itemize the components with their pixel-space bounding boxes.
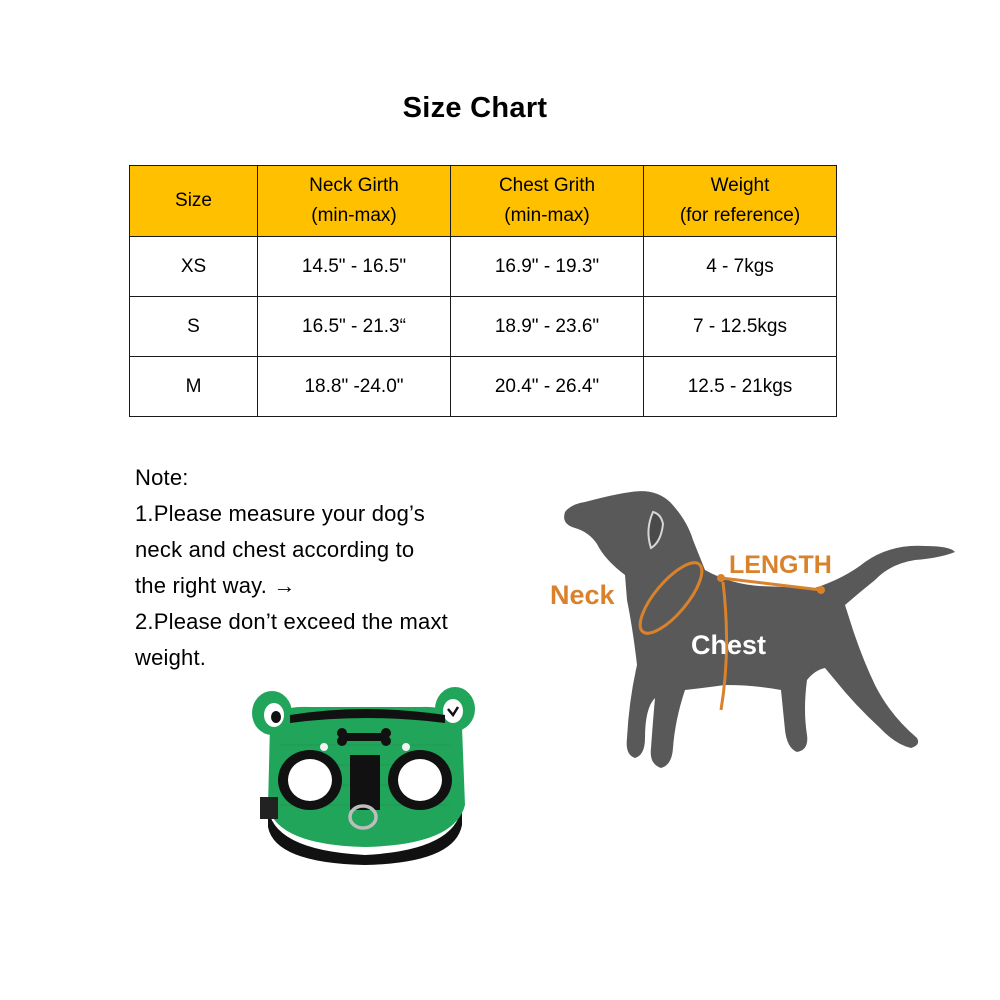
table-row bbox=[130, 237, 837, 297]
neck-label: Neck bbox=[550, 580, 615, 610]
header-neck-sub: (min-max) bbox=[311, 205, 397, 226]
table-row bbox=[130, 357, 837, 417]
cell-weight: 7 - 12.5kgs bbox=[644, 297, 837, 357]
header-weight-sub: (for reference) bbox=[679, 205, 801, 226]
header-size-label: Size bbox=[175, 190, 212, 211]
cell-chest: 20.4" - 26.4" bbox=[451, 357, 644, 417]
header-size bbox=[130, 166, 258, 237]
size-table bbox=[129, 165, 837, 417]
cell-neck: 16.5" - 21.3“ bbox=[258, 297, 451, 357]
header-chest-label: Chest Grith bbox=[498, 175, 596, 196]
cell-neck: 18.8" -24.0" bbox=[258, 357, 451, 417]
table-row bbox=[130, 297, 837, 357]
cell-chest: 16.9" - 19.3" bbox=[451, 237, 644, 297]
note-text bbox=[135, 460, 495, 676]
page-title: Size Chart bbox=[402, 92, 548, 124]
length-label: LENGTH bbox=[729, 551, 832, 579]
note-line: 1.Please measure your dog’s bbox=[135, 501, 425, 526]
header-neck-label: Neck Girth bbox=[309, 175, 399, 196]
cell-size: S bbox=[130, 297, 258, 357]
note-line: 2.Please don’t exceed the maxt bbox=[135, 609, 448, 634]
chest-label: Chest bbox=[691, 630, 767, 660]
header-weight-label: Weight bbox=[710, 175, 770, 196]
dog-measurement-diagram bbox=[545, 480, 965, 780]
cell-size: M bbox=[130, 357, 258, 417]
header-weight bbox=[644, 166, 837, 237]
note-line: weight. bbox=[135, 645, 207, 670]
cell-weight: 4 - 7kgs bbox=[644, 237, 837, 297]
table-header-row bbox=[130, 166, 837, 237]
cell-weight: 12.5 - 21kgs bbox=[644, 357, 837, 417]
cell-neck: 14.5" - 16.5" bbox=[258, 237, 451, 297]
cell-size: XS bbox=[130, 237, 258, 297]
header-chest bbox=[451, 166, 644, 237]
frog-harness-image bbox=[250, 685, 480, 865]
header-chest-sub: (min-max) bbox=[504, 205, 590, 226]
header-neck bbox=[258, 166, 451, 237]
note-line: the right way. → bbox=[135, 573, 296, 598]
note-heading: Note: bbox=[135, 465, 189, 490]
note-line: neck and chest according to bbox=[135, 537, 415, 562]
cell-chest: 18.9" - 23.6" bbox=[451, 297, 644, 357]
